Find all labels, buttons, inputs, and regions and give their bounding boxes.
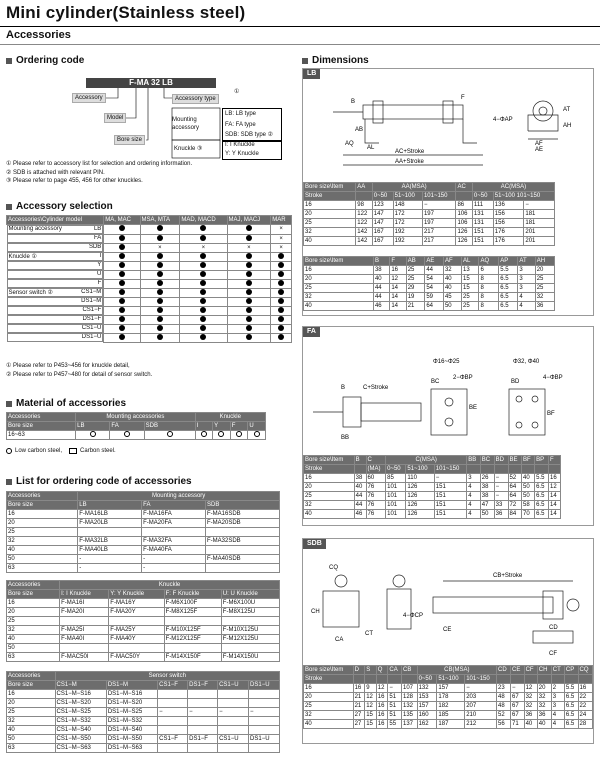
bullet-icon: [6, 204, 12, 210]
table-row: 25 44 76 101 126 151 4 38 − 64 50 6.5 14: [304, 492, 561, 501]
fa-label: FA: [303, 327, 320, 337]
selection-table-wrap: [6, 215, 292, 343]
svg-text:4−ΦCP: 4−ΦCP: [403, 613, 423, 619]
available-icon: [119, 325, 125, 331]
svg-text:BD: BD: [511, 379, 520, 385]
sdb-panel: [302, 538, 594, 744]
table-row: 63 - -: [7, 564, 280, 573]
col-header: Mounting accessories: [76, 413, 195, 422]
available-icon: [278, 271, 284, 277]
svg-text:AE: AE: [535, 147, 544, 153]
dimensions-heading: Dimensions: [302, 55, 369, 66]
table-row: DS1−F: [7, 315, 292, 324]
selection-notes: ① Please refer to P453~456 for knuckle detail, ② Please refer to P457~480 for detail of sensor switch.: [6, 363, 153, 378]
available-icon: [278, 307, 284, 313]
table-row: 32 44 76 101 126 151 4 47 33 72 58 6.5 14: [304, 501, 561, 510]
col-header: SDB: [144, 422, 195, 431]
table-row: 32 CS1−M−S32 DS1−M−S32: [7, 717, 280, 726]
table-row: 32 F-MA32LB F-MA32FA F-MA32SDB: [7, 537, 280, 546]
lb-ac-label: AC+Stroke: [395, 149, 425, 155]
available-icon: [200, 262, 206, 268]
svg-text:CH: CH: [311, 609, 320, 615]
available-icon: [157, 307, 163, 313]
available-icon: [246, 307, 252, 313]
available-icon: [246, 289, 252, 295]
available-icon: [157, 316, 163, 322]
table-row: 32 F-MA25I F-MA25Y F-M10X125F F-M10X125U: [7, 626, 280, 635]
knuckle-type-list: I: I Knuckle Y: Y Knuckle: [222, 140, 282, 160]
col-header: Bore size: [7, 422, 76, 431]
fa-panel: [302, 326, 594, 526]
available-icon: [200, 325, 206, 331]
available-icon: [119, 235, 125, 241]
col-header: F: [230, 422, 248, 431]
svg-text:Φ16~Φ25: Φ16~Φ25: [433, 359, 460, 365]
page-title: Mini cylinder(Stainless steel): [6, 3, 246, 22]
table-row: 25: [7, 617, 280, 626]
table-row: 16 38 60 85 110 − 3 26 − 52 40 5.5 16: [304, 474, 561, 483]
lb-label: LB: [303, 69, 320, 79]
col-header: FA: [110, 422, 144, 431]
table-row: 40 46 76 101 126 151 4 50 36 84 70 6.5 14: [304, 510, 561, 519]
lb-drawing: [303, 81, 593, 181]
low-carbon-icon: [124, 431, 130, 437]
bullet-icon: [6, 479, 12, 485]
svg-text:AB: AB: [355, 127, 364, 133]
svg-text:4−ΦBP: 4−ΦBP: [543, 375, 563, 381]
divider: [0, 44, 600, 45]
available-icon: [246, 280, 252, 286]
lb-table1-wrap: [303, 182, 555, 246]
table-row: SDB × × × ×: [7, 243, 292, 252]
bullet-icon: [6, 401, 12, 407]
available-icon: [119, 334, 125, 340]
col-header: U: [248, 422, 266, 431]
col-header: MSA, MTA: [140, 216, 180, 225]
available-icon: [200, 316, 206, 322]
col-header: I: [195, 422, 213, 431]
table-row: 20 21 12 16 51 128 153 178 203 48 67 32 32 3 6.5 22: [304, 693, 593, 702]
available-icon: [200, 307, 206, 313]
col-header: MA, MAC: [104, 216, 140, 225]
model-tag: Model: [104, 113, 126, 123]
available-icon: [200, 334, 206, 340]
table-row: Mounting accessory LB ×: [7, 225, 292, 235]
table-row: 25: [7, 528, 280, 537]
col-header: Knuckle: [195, 413, 265, 422]
available-icon: [246, 316, 252, 322]
lb-table-1: Bore size\Item AA AA(MSA) AC AC(MSA) Stroke 0~50 51~100 101~150 0~50 51~100 101~150 16 98 123 148 − 86 111 136 − 20 122 147 172 197 106 131 156 181 25 122 147 172 197 106 131 156 181 32 142 167 192 217 126 151 176 201 40 142 167 192 217 126 151 176 201: [303, 182, 555, 246]
table-row: FA ×: [7, 234, 292, 243]
svg-text:2−ΦBP: 2−ΦBP: [453, 375, 473, 381]
col-header: MAD, MACD: [180, 216, 227, 225]
available-icon: [246, 225, 252, 231]
fa-table-wrap: [303, 455, 561, 519]
svg-text:BF: BF: [547, 411, 555, 417]
svg-text:AQ: AQ: [345, 141, 354, 147]
available-icon: [246, 235, 252, 241]
table-row: 50 - - F-MA40SDB: [7, 555, 280, 564]
table-row: Sensor switch ② CS1−M: [7, 288, 292, 297]
table-row: 32 44 14 19 59 45 25 8 6.5 4 32: [304, 293, 555, 302]
carbon-steel-icon: [69, 448, 77, 454]
table-row: 16 38 16 25 44 32 13 6 5.5 3 20: [304, 266, 555, 275]
available-icon: [157, 280, 163, 286]
knuckle-label: Knuckle ③: [174, 146, 203, 152]
available-icon: [119, 244, 125, 250]
svg-text:AF: AF: [535, 141, 543, 147]
table-row: 20 40 76 101 126 151 4 38 − 64 50 6.5 12: [304, 483, 561, 492]
table-row: 40 F-MA40I F-MA40Y F-M12X125F F-M12X125U: [7, 635, 280, 644]
low-carbon-icon: [90, 431, 96, 437]
table-row: 40 CS1−M−S40 DS1−M−S40: [7, 726, 280, 735]
table-row: DS1−M: [7, 297, 292, 306]
table-row: 40 142 167 192 217 126 151 176 201: [304, 237, 555, 246]
sdb-label: SDB: [303, 539, 326, 549]
available-icon: [246, 271, 252, 277]
svg-text:CT: CT: [365, 631, 373, 637]
available-icon: [278, 262, 284, 268]
available-icon: [119, 225, 125, 231]
available-icon: [157, 334, 163, 340]
available-icon: [200, 235, 206, 241]
type-note: ①: [234, 89, 240, 95]
svg-text:F: F: [461, 95, 465, 101]
ordering-diagram: [6, 68, 292, 163]
col-header: Accessories\Cylinder model: [7, 216, 104, 225]
table-row: 50 CS1−M−S50 DS1−M−S50 CS1−F DS1−F CS1−U DS1−U: [7, 735, 280, 744]
table-row: 40 46 14 21 64 50 25 8 6.5 4 36: [304, 302, 555, 311]
table-row: 40 27 15 16 55 137 162 187 212 56 71 40 40 4 6.5 28: [304, 720, 593, 729]
available-icon: [157, 253, 163, 259]
col-header: Y: [213, 422, 231, 431]
table-row: 20 F-MA20I F-MA20Y F-M8X125F F-M8X125U: [7, 608, 280, 617]
sensor-code-table: Accessories Sensor switch Bore size CS1−M DS1−M CS1−F DS1−F CS1−U DS1−U 16 CS1−M−S16 DS1−M−S16 20 CS1−M−S20 DS1−M−S20 25 CS1−M−S25 DS1−M−S25 − − − − 32 CS1−M−S32 DS1−M−S32 40 CS1−M−S40 DS1−M−S40 50 CS1−M−S50 DS1−M−S50 CS1−F DS1−F CS1−U DS1−U 63 CS1−M−S63 DS1−M−S63: [6, 671, 280, 753]
col-header: Accessories: [7, 413, 76, 422]
svg-text:CF: CF: [549, 651, 557, 657]
available-icon: [119, 316, 125, 322]
available-icon: [200, 289, 206, 295]
lb-hole-label: 4−ΦAP: [493, 117, 513, 123]
low-carbon-icon: [254, 431, 260, 437]
list-heading: List for ordering code of accessories: [6, 476, 192, 487]
table-row: 40 F-MA40LB F-MA40FA: [7, 546, 280, 555]
lb-table2-wrap: [303, 256, 555, 311]
low-carbon-icon: [218, 431, 224, 437]
available-icon: [157, 235, 163, 241]
available-icon: [278, 289, 284, 295]
table-row: 63 CS1−M−S63 DS1−M−S63: [7, 744, 280, 753]
available-icon: [278, 280, 284, 286]
svg-text:CB+Stroke: CB+Stroke: [493, 573, 523, 579]
available-icon: [157, 262, 163, 268]
material-legend: Low carbon steel, Carbon steel.: [6, 447, 116, 456]
low-carbon-icon: [6, 448, 12, 454]
knuckle-code-table: Accessories Knuckle Bore size I: I Knuckle Y: Y Knuckle F: F Knuckle U: U Knuckle 16 F-MA16I F-MA16Y F-M6X100F F-M6X100U 20 F-MA20I F-MA20Y F-M8X125F F-M8X125U 25 32 F-MA25I F-MA25Y F-M10X125F F-M10X125U 40 F-MA40I F-MA40Y F-M12X125F F-M12X125U 50 63 F-MAC50I F-MAC50Y F-M14X150F F-M14X150U: [6, 580, 280, 662]
available-icon: [200, 225, 206, 231]
svg-text:AH: AH: [563, 123, 572, 129]
available-icon: [246, 325, 252, 331]
sdb-drawing: [303, 551, 593, 663]
table-row: Knuckle ① I: [7, 252, 292, 261]
lb-panel: [302, 68, 594, 316]
available-icon: [200, 253, 206, 259]
ordering-heading: Ordering code: [6, 55, 84, 66]
fa-drawing: [303, 339, 593, 451]
table-row: 16 16 9 12 − 107 132 157 − 23 − 12 20 2 5.5 16: [304, 684, 593, 693]
available-icon: [119, 262, 125, 268]
table-row: 16 CS1−M−S16 DS1−M−S16: [7, 690, 280, 699]
col-header: MAJ, MACJ: [227, 216, 271, 225]
bore-size-tag: Bore size: [114, 135, 145, 145]
svg-text:CQ: CQ: [329, 565, 338, 571]
material-table-wrap: [6, 412, 266, 440]
mounting-label: Mounting accessory: [172, 117, 200, 131]
accessory-tag: Accessory: [72, 93, 106, 103]
available-icon: [157, 298, 163, 304]
svg-text:AT: AT: [563, 107, 571, 113]
bullet-icon: [302, 58, 308, 64]
table-row: 16~63: [7, 431, 266, 440]
low-carbon-icon: [236, 431, 242, 437]
sensor-table-wrap: [6, 671, 280, 753]
knuckle-table-wrap: [6, 580, 280, 662]
bullet-icon: [6, 58, 12, 64]
table-row: DS1−U: [7, 333, 292, 342]
svg-text:C+Stroke: C+Stroke: [363, 385, 389, 391]
available-icon: [200, 298, 206, 304]
table-row: 32 142 167 192 217 126 151 176 201: [304, 228, 555, 237]
material-heading: Material of accessories: [6, 398, 126, 409]
group-label: Knuckle ①: [8, 254, 37, 260]
low-carbon-icon: [201, 431, 207, 437]
available-icon: [119, 280, 125, 286]
group-label: Mounting accessory: [8, 226, 62, 232]
svg-text:B: B: [341, 385, 346, 391]
table-row: 20 40 12 25 54 40 15 8 6.5 3 25: [304, 275, 555, 284]
mount-table-wrap: [6, 491, 280, 573]
table-row: 20 CS1−M−S20 DS1−M−S20: [7, 699, 280, 708]
selection-table: [6, 215, 292, 343]
available-icon: [278, 253, 284, 259]
available-icon: [157, 225, 163, 231]
table-row: 25 21 12 16 51 132 157 182 207 48 67 32 32 3 6.5 22: [304, 702, 593, 711]
table-row: 16 F-MA16LB F-MA16FA F-MA16SDB: [7, 510, 280, 519]
sdb-table: Bore size\Item D S Q CA CB CB(MSA) CD CE CF CH CT CP CQ Stroke 0~50 51~100 101~150 16 16 9 12 − 107 132 157 − 23 − 12 20 2 5.5 16 20 21 12 16 51 128 153 178 203 48 67 32 32 3 6.5 22 25 21 12 16 51 132 157 182 207 48 67 32 32 3 6.5 22 32 27 15 16 51 135 160 185 210 52 67 36 36 4 6.5 24 40 27 15 16 55 137 162 187 212 56 71 40 40 4 6.5 28: [303, 665, 593, 729]
available-icon: [119, 307, 125, 313]
available-icon: [119, 253, 125, 259]
available-icon: [278, 316, 284, 322]
available-icon: [278, 298, 284, 304]
svg-text:AL: AL: [367, 145, 375, 151]
page-subtitle: Accessories: [6, 29, 71, 41]
available-icon: [278, 325, 284, 331]
order-code: F-MA 32 LB: [86, 78, 216, 88]
table-row: U: [7, 270, 292, 279]
available-icon: [246, 298, 252, 304]
svg-text:CE: CE: [443, 627, 452, 633]
fa-table: Bore size\Item B C C(MSA) BB BC BD BE BF BP F Stroke (MA) 0~50 51~100 101~150 16 38 60 85 110 − 3 26 − 52 40 5.5 16 20 40 76 101 126 151 4 38 − 64 50 6.5 12 25 44 76 101 126 151 4 38 − 64 50 6.5 14 32 44 76 101 126 151 4 47 33 72 58 6.5 14 40 46 76 101 126 151 4 50 36 84 70 6.5 14: [303, 455, 561, 519]
mount-code-table: Accessories Mounting accessory Bore size LB FA SDB 16 F-MA16LB F-MA16FA F-MA16SDB 20 F-MA20LB F-MA20FA F-MA20SDB 25 32 F-MA32LB F-MA32FA F-MA32SDB 40 F-MA40LB F-MA40FA 50 - - F-MA40SDB 63 - -: [6, 491, 280, 573]
lb-table-2: Bore size\Item B F AB AE AF AL AQ AP AT AH 16 38 16 25 44 32 13 6 5.5 3 20 20 40 12 25 54 40 15 8 6.5 3 25 25 44 14 29 54 40 15 8 6.5 3 25 32 44 14 19 59 45 25 8 6.5 4 32 40 46 14 21 64 50 25 8 6.5 4 36: [303, 256, 555, 311]
mounting-type-list: LB: LB type FA: FA type SDB: SDB type ②: [222, 108, 282, 142]
group-label: Sensor switch ②: [8, 290, 53, 296]
ordering-notes: ① Please refer to accessory list for selection and ordering information. ② SDB is attached with relevant PIN. ③ Please refer to page 455, 456 for other knuckles.: [6, 161, 193, 184]
svg-text:B: B: [351, 99, 356, 105]
svg-text:BB: BB: [341, 435, 350, 441]
table-row: 20 F-MA20LB F-MA20FA F-MA20SDB: [7, 519, 280, 528]
table-row: 16 F-MA16I F-MA16Y F-M6X100F F-M6X100U: [7, 599, 280, 608]
available-icon: [119, 271, 125, 277]
table-row: Y: [7, 261, 292, 270]
accessory-type-tag: Accessory type: [172, 94, 219, 104]
table-row: 32 27 15 16 51 135 160 185 210 52 67 36 36 4 6.5 24: [304, 711, 593, 720]
table-row: 25 44 14 29 54 40 15 8 6.5 3 25: [304, 284, 555, 293]
available-icon: [200, 271, 206, 277]
svg-text:Φ32, Φ40: Φ32, Φ40: [513, 359, 540, 365]
available-icon: [119, 289, 125, 295]
table-row: CS1−F: [7, 306, 292, 315]
available-icon: [246, 334, 252, 340]
available-icon: [246, 253, 252, 259]
sdb-table-wrap: [303, 665, 593, 729]
col-header: LB: [76, 422, 110, 431]
material-table: [6, 412, 266, 440]
lb-aa-label: AA+Stroke: [395, 159, 424, 165]
table-row: 25 CS1−M−S25 DS1−M−S25 − − − −: [7, 708, 280, 717]
svg-text:CA: CA: [335, 637, 344, 643]
table-row: 50: [7, 644, 280, 653]
svg-text:BE: BE: [469, 405, 478, 411]
col-header: MAR: [271, 216, 292, 225]
available-icon: [157, 271, 163, 277]
table-row: CS1−U: [7, 324, 292, 333]
low-carbon-icon: [167, 431, 173, 437]
available-icon: [119, 298, 125, 304]
svg-text:BC: BC: [431, 379, 440, 385]
available-icon: [278, 334, 284, 340]
table-row: 25 122 147 172 197 106 131 156 181: [304, 219, 555, 228]
available-icon: [200, 280, 206, 286]
available-icon: [157, 289, 163, 295]
table-row: F: [7, 279, 292, 288]
svg-text:CD: CD: [549, 625, 558, 631]
table-row: 16 98 123 148 − 86 111 136 −: [304, 201, 555, 210]
available-icon: [157, 325, 163, 331]
table-row: 63 F-MAC50I F-MAC50Y F-M14X150F F-M14X150U: [7, 653, 280, 662]
selection-heading: Accessory selection: [6, 201, 113, 212]
available-icon: [246, 262, 252, 268]
table-row: 20 122 147 172 197 106 131 156 181: [304, 210, 555, 219]
